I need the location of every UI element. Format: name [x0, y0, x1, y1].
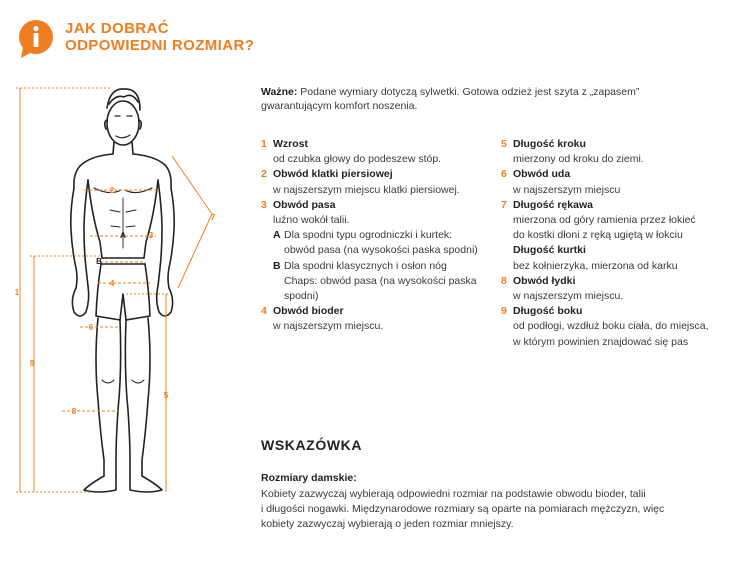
figure-label-a: A [120, 231, 126, 240]
measurement-item-6 [501, 167, 741, 197]
measurement-desc: w najszerszym miejscu. [513, 290, 624, 303]
measurement-desc: od czubka głowy do podeszew stóp. [273, 153, 442, 166]
measurement-number: 5 [501, 138, 507, 150]
measurement-desc: mierzony od kroku do ziemi. [513, 153, 644, 166]
measurement-desc: bez kołnierzyka, mierzona od karku [513, 259, 678, 272]
measurement-desc: od podłogi, wzdłuż boku ciała, do miejsca, [513, 320, 709, 333]
hint-subtitle: Rozmiary damskie: [261, 472, 357, 484]
sub-line: obwód pasa (na wysokości paska spodni) [284, 244, 478, 257]
measurements-column-1 [261, 137, 491, 335]
figure-label-9: 9 [29, 359, 35, 368]
measurement-name-2: Długość kurtki [513, 244, 586, 257]
measurement-item-2 [261, 167, 491, 197]
sub-line: Dla spodni typu ogrodniczki i kurtek: [284, 229, 453, 242]
measurement-number: 3 [261, 198, 267, 211]
measurement-item-5 [501, 137, 741, 167]
body-measurement-figure [10, 80, 228, 502]
measurements-column-2 [501, 137, 741, 350]
figure-label-2: 2 [109, 186, 115, 195]
measurement-desc: w najszerszym miejscu klatki piersiowej. [273, 183, 460, 196]
measurement-name: Obwód pasa [273, 198, 336, 211]
hint-text [261, 487, 711, 532]
measurement-number: 1 [261, 138, 267, 150]
important-note [261, 85, 701, 113]
figure-label-6: 6 [88, 323, 94, 332]
measurement-number: 9 [501, 305, 507, 318]
sub-letter: A [273, 229, 281, 242]
measurement-desc: mierzona od góry ramienia przez łokieć [513, 214, 696, 227]
figure-label-3: 3 [148, 231, 154, 240]
measurement-item-8 [501, 274, 741, 304]
sub-line: Dla spodni klasycznych i osłon nóg [284, 259, 447, 272]
sub-line: Chaps: obwód pasa (na wysokości paska [284, 274, 477, 287]
hint-line: kobiety zazwyczaj wybierają o jeden rozmiar mniejszy. [261, 518, 514, 530]
measurement-desc: do kostki dłoni z ręką ugiętą w łokciu [513, 229, 683, 242]
measurement-item-7 [501, 198, 741, 274]
measurement-name: Obwód łydki [513, 274, 576, 287]
measurement-item-3 [261, 198, 491, 304]
hint-line: i długości nogawki. Międzynarodowe rozmiary są oparte na pomiarach mężczyzn, więc [261, 503, 665, 515]
measurement-item-9 [501, 304, 741, 350]
measurement-number: 2 [261, 168, 267, 181]
measurement-name: Długość boku [513, 305, 583, 318]
info-icon [18, 19, 54, 59]
measurement-name: Długość rękawa [513, 198, 593, 211]
measurement-number: 8 [501, 274, 507, 287]
measurement-name: Długość kroku [513, 138, 586, 150]
figure-label-1: 1 [14, 288, 20, 297]
title-line-2: ODPOWIEDNI ROZMIAR? [65, 37, 255, 54]
measurement-desc: w którym powinien znajdować się pas [513, 335, 689, 348]
figure-label-5: 5 [163, 391, 169, 400]
figure-label-4: 4 [109, 279, 115, 288]
measurement-desc: w najszerszym miejscu. [273, 320, 384, 333]
title-line-1: JAK DOBRAĆ [65, 20, 170, 37]
measurement-sub-a [273, 228, 491, 258]
measurement-number: 7 [501, 198, 507, 211]
measurement-name: Obwód klatki piersiowej [273, 168, 393, 181]
figure-label-b: B [96, 257, 102, 266]
measurement-desc: w najszerszym miejscu [513, 183, 621, 196]
sub-letter: B [273, 259, 281, 272]
measurement-name: Wzrost [273, 138, 308, 150]
hint-line: Kobiety zazwyczaj wybierają odpowiedni rozmiar na podstawie obwodu bioder, talii [261, 488, 646, 500]
measurement-name: Obwód uda [513, 168, 571, 181]
measurement-name: Obwód bioder [273, 305, 344, 318]
measurement-number: 4 [261, 305, 267, 318]
figure-label-7: 7 [210, 213, 216, 222]
measurement-item-4 [261, 304, 491, 334]
measurement-item-1 [261, 137, 491, 167]
figure-label-8: 8 [71, 407, 77, 416]
sub-line: spodni) [284, 290, 319, 303]
page-title [65, 20, 254, 54]
note-label: Ważne: [261, 86, 298, 98]
measurement-desc: luźno wokół talii. [273, 214, 350, 227]
note-text: Podane wymiary dotyczą sylwetki. Gotowa odzież jest szyta z „zapasem” [300, 86, 640, 98]
hint-title: WSKAZÓWKA [261, 437, 363, 453]
measurement-sub-b [273, 259, 491, 305]
note-text-2: gwarantującym komfort noszenia. [261, 100, 418, 112]
measurement-number: 6 [501, 168, 507, 181]
